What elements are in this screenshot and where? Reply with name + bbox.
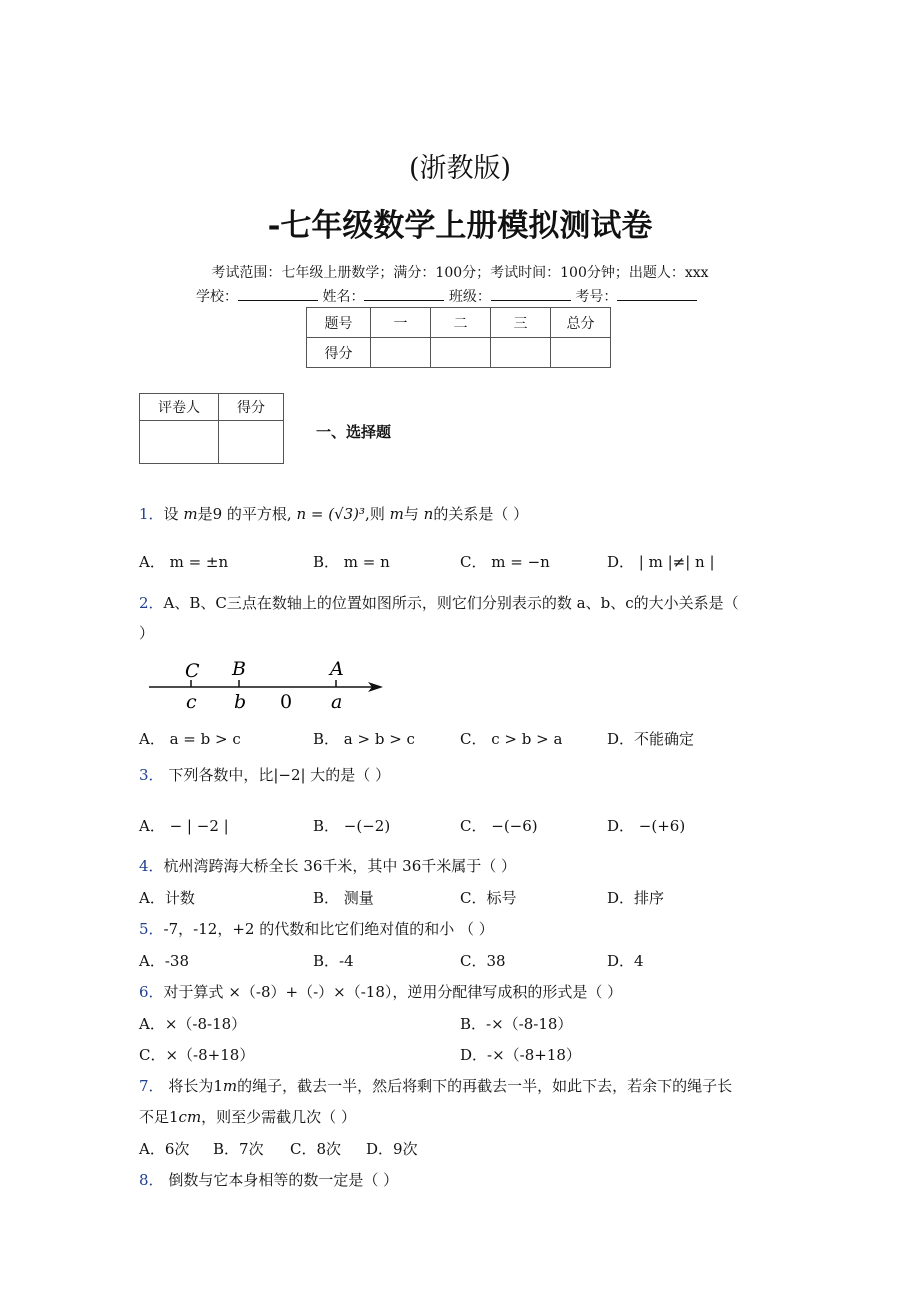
- student-info-row: [196, 286, 697, 306]
- value-label-c: c: [186, 691, 197, 713]
- option-c[interactable]: C．×（-8+18）: [139, 1046, 255, 1064]
- question-5: 5．-7，-12，+2 的代数和比它们绝对值的和小 （ ）: [139, 920, 494, 938]
- option-b[interactable]: B．7次: [213, 1140, 264, 1158]
- question-number: 5．: [139, 920, 164, 938]
- question-number: 1．: [139, 505, 164, 523]
- question-number: 2．: [139, 594, 164, 612]
- class-label: 班级：: [448, 289, 491, 305]
- score-header-cell: 题号: [307, 308, 371, 338]
- option-b[interactable]: B． 测量: [313, 889, 374, 907]
- point-label-c: C: [185, 660, 200, 682]
- option-d[interactable]: D．不能确定: [607, 730, 695, 748]
- option-a[interactable]: A．×（-8-18）: [139, 1015, 247, 1033]
- question-number: 7．: [139, 1077, 164, 1095]
- id-label: 考号：: [575, 289, 618, 305]
- option-b[interactable]: B． −(−2): [313, 817, 391, 835]
- option-a[interactable]: A．-38: [139, 952, 189, 970]
- option-c[interactable]: C． −(−6): [460, 817, 538, 835]
- option-c[interactable]: C．标号: [460, 889, 517, 907]
- option-b[interactable]: B．-×（-8-18）: [460, 1015, 573, 1033]
- value-label-zero: 0: [280, 691, 293, 713]
- question-6: 6．对于算式 ×（-8）+（-）×（-18），逆用分配律写成积的形式是（ ）: [139, 983, 623, 1001]
- option-a[interactable]: A．6次: [139, 1140, 190, 1158]
- option-c[interactable]: C． c > b > a: [460, 730, 563, 748]
- grader-score-label: 得分: [219, 394, 284, 421]
- option-d[interactable]: D． −(+6): [607, 817, 686, 835]
- school-label: 学校：: [196, 289, 238, 305]
- grader-table: [139, 393, 284, 464]
- option-a[interactable]: A． − | −2 |: [139, 817, 229, 835]
- school-blank[interactable]: [238, 288, 318, 301]
- question-8: 8． 倒数与它本身相等的数一定是（ ）: [139, 1171, 399, 1189]
- question-2-cont: ）: [139, 624, 155, 642]
- score-header-cell: 一: [371, 308, 431, 338]
- score-cell[interactable]: [371, 338, 431, 368]
- score-cell[interactable]: [431, 338, 491, 368]
- question-4: 4．杭州湾跨海大桥全长 36千米，其中 36千米属于（ ）: [139, 857, 517, 875]
- grader-score-cell[interactable]: [219, 421, 284, 464]
- question-1: 1．设 m是9 的平方根, n = (√3)³,则 m与 n的关系是（ ）: [139, 505, 529, 523]
- grader-cell[interactable]: [140, 421, 219, 464]
- score-header-cell: 三: [491, 308, 551, 338]
- edition-label: (浙教版): [408, 153, 512, 184]
- point-label-b: B: [232, 658, 246, 680]
- number-line-figure: [146, 656, 386, 714]
- option-a[interactable]: A． m = ±n: [139, 553, 229, 571]
- question-number: 4．: [139, 857, 164, 875]
- name-label: 姓名：: [322, 289, 365, 305]
- id-blank[interactable]: [617, 288, 697, 301]
- score-row-label: 得分: [307, 338, 371, 368]
- option-d[interactable]: D．排序: [607, 889, 665, 907]
- question-number: 3．: [139, 766, 164, 784]
- option-b[interactable]: B． a > b > c: [313, 730, 415, 748]
- class-blank[interactable]: [491, 288, 571, 301]
- question-3: 3． 下列各数中，比|−2| 大的是（ ）: [139, 766, 391, 784]
- option-c[interactable]: C．38: [460, 952, 506, 970]
- value-label-b: b: [234, 691, 247, 713]
- option-c[interactable]: C． m = −n: [460, 553, 550, 571]
- option-d[interactable]: D．-×（-8+18）: [460, 1046, 581, 1064]
- score-cell[interactable]: [551, 338, 611, 368]
- grader-label: 评卷人: [140, 394, 219, 421]
- name-blank[interactable]: [364, 288, 444, 301]
- option-b[interactable]: B． m = n: [313, 553, 390, 571]
- question-7-cont: 不足1cm，则至少需截几次（ ）: [139, 1108, 356, 1126]
- option-a[interactable]: A．计数: [139, 889, 195, 907]
- option-d[interactable]: D． | m |≠| n |: [607, 553, 715, 571]
- question-number: 6．: [139, 983, 164, 1001]
- score-table: [306, 307, 611, 368]
- score-cell[interactable]: [491, 338, 551, 368]
- option-d[interactable]: D．9次: [366, 1140, 418, 1158]
- point-label-a: A: [330, 658, 344, 680]
- score-header-cell: 总分: [551, 308, 611, 338]
- option-b[interactable]: B．-4: [313, 952, 354, 970]
- option-c[interactable]: C．8次: [290, 1140, 342, 1158]
- score-header-cell: 二: [431, 308, 491, 338]
- question-2: 2．A、B、C三点在数轴上的位置如图所示，则它们分别表示的数 a、b、c的大小关系是（: [139, 594, 739, 612]
- option-a[interactable]: A． a = b > c: [139, 730, 241, 748]
- page-title: -七年级数学上册模拟测试卷: [267, 208, 653, 244]
- question-number: 8．: [139, 1171, 164, 1189]
- exam-info: 考试范围：七年级上册数学；满分：100分；考试时间：100分钟；出题人：xxx: [211, 265, 709, 281]
- section-heading: 一、选择题: [316, 423, 392, 441]
- value-label-a: a: [331, 691, 343, 713]
- question-7: 7． 将长为1m的绳子，截去一半，然后将剩下的再截去一半，如此下去，若余下的绳子长: [139, 1077, 733, 1095]
- option-d[interactable]: D．4: [607, 952, 644, 970]
